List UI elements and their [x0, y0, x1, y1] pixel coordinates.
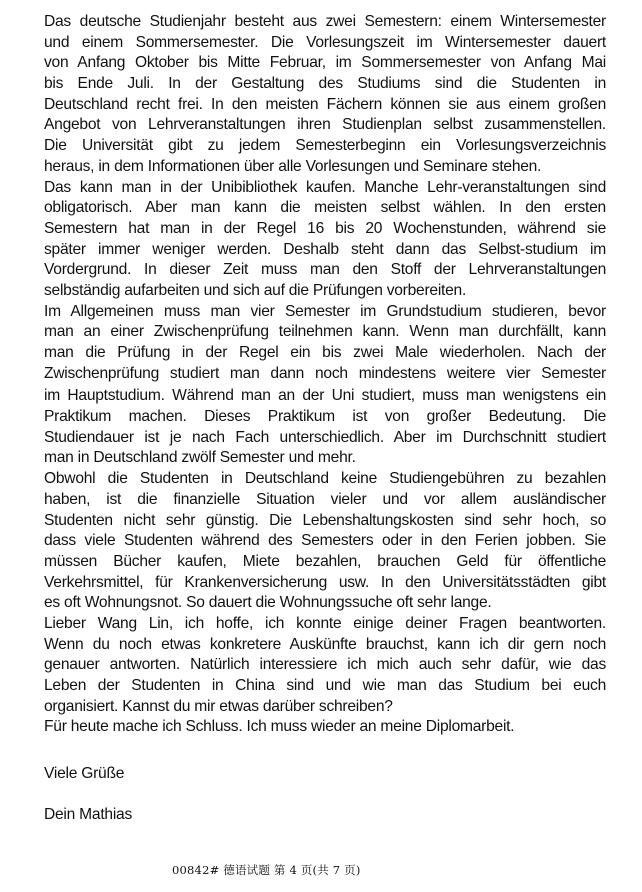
- text-line: Wenn du noch etwas konkretere Auskünfte brauchst, kann ich dir gern noch: [44, 635, 606, 653]
- text-line: müssen Bücher kaufen, Miete bezahlen, brauchen Geld für öffentliche: [44, 552, 606, 570]
- text-line: Angebot von Lehrveranstaltungen ihren Studienplan selbst zusammenstellen.: [44, 116, 606, 134]
- text-line: genauer antworten. Natürlich interessiere ich mich auch sehr dafür, wie das: [44, 656, 606, 674]
- text-line: organisiert. Kannst du mir etwas darüber schreiben?: [44, 697, 393, 715]
- text-line: Das deutsche Studienjahr besteht aus zwei Semestern: einem Wintersemester: [44, 13, 606, 30]
- text-line: Lieber Wang Lin, ich hoffe, ich konnte einige deiner Fragen beantworten.: [44, 614, 606, 632]
- closing-signature: Dein Mathias: [44, 806, 133, 823]
- text-line: Leben der Studenten in China sind und wie man das Studium bei euch: [44, 677, 606, 694]
- text-line: obligatorisch. Aber man kann die meisten selbst wählen. In den ersten: [44, 199, 606, 217]
- text-line: haben, ist die finanzielle Situation vieler und vor allem ausländischer: [44, 490, 606, 508]
- text-line: im Hauptstudium. Während man an der Uni studiert, muss man wenigstens ein: [44, 387, 606, 405]
- text-line: heraus, in dem Informationen über alle Vorlesungen und Seminare stehen.: [44, 157, 542, 175]
- text-line: Studiendauer ist je nach Fach unterschiedlich. Aber im Durchschnitt studiert: [44, 428, 606, 446]
- text-line: Vordergrund. In dieser Zeit muss man den Stoff der Lehrveranstaltungen: [44, 261, 606, 279]
- text-line: Im Allgemeinen muss man vier Semester im Grundstudium studieren, bevor: [44, 302, 606, 320]
- closing-greeting: Viele Grüße: [44, 765, 125, 782]
- text-line: man an einer Zwischenprüfung teilnehmen kann. Wenn man durchfällt, kann: [44, 323, 606, 341]
- text-line: Deutschland recht frei. In den meisten Fächern können sie aus einem großen: [44, 95, 606, 113]
- text-line: Das kann man in der Unibibliothek kaufen. Manche Lehr-veranstaltungen sind: [44, 178, 606, 196]
- text-line: Für heute mache ich Schluss. Ich muss wieder an meine Diplomarbeit.: [44, 718, 515, 736]
- text-line: bis Ende Juli. In der Gestaltung des Studiums sind die Studenten in: [44, 75, 606, 93]
- text-line: Verkehrsmittel, für Krankenversicherung usw. In den Universitätsstädten gibt: [44, 573, 606, 591]
- text-line: und einem Sommersemester. Die Vorlesungszeit im Wintersemester dauert: [44, 33, 606, 51]
- text-line: es oft Wohnungsnot. So dauert die Wohnungssuche oft sehr lange.: [44, 594, 492, 612]
- text-line: später immer weniger werden. Deshalb steht dann das Selbst-studium im: [44, 240, 606, 258]
- text-line: selbständig aufarbeiten und sich auf die Prüfungen vorbereiten.: [44, 281, 467, 299]
- paragraph-course-selection: [44, 178, 606, 302]
- document-body: [44, 12, 606, 738]
- text-line: Studenten nicht sehr günstig. Die Lebenshaltungskosten sind sehr hoch, so: [44, 511, 606, 529]
- text-line: Praktikum machen. Dieses Praktikum ist von großer Bedeutung. Die: [44, 408, 606, 426]
- paragraph-study-structure: [44, 302, 606, 470]
- text-line: man die Prüfung in der Regel ein bis zwei Male wiederholen. Nach der: [44, 344, 606, 361]
- text-line: Zwischenprüfung studiert man dann noch mindestens weitere vier Semester: [44, 364, 606, 382]
- paragraph-finances: [44, 469, 606, 614]
- paragraph-study-year: [44, 12, 606, 178]
- page-footer: 00842# 德语试题 第 4 页(共 7 页): [172, 863, 361, 877]
- text-line: Semestern hat man in der Regel 16 bis 20 Wochenstunden, während sie: [44, 219, 606, 237]
- text-line: dass viele Studenten während des Semesters oder in den Ferien jobben. Sie: [44, 532, 606, 550]
- text-line: Obwohl die Studenten in Deutschland keine Studiengebühren zu bezahlen: [44, 470, 606, 488]
- text-line: von Anfang Oktober bis Mitte Februar, im Sommersemester von Anfang Mai: [44, 54, 606, 72]
- text-line: Die Universität gibt zu jedem Semesterbeginn ein Vorlesungsverzeichnis: [44, 137, 606, 155]
- paragraph-letter-address: [44, 614, 606, 717]
- text-line: man in Deutschland zwölf Semester und mehr.: [44, 449, 356, 467]
- paragraph-sign-off: [44, 717, 606, 738]
